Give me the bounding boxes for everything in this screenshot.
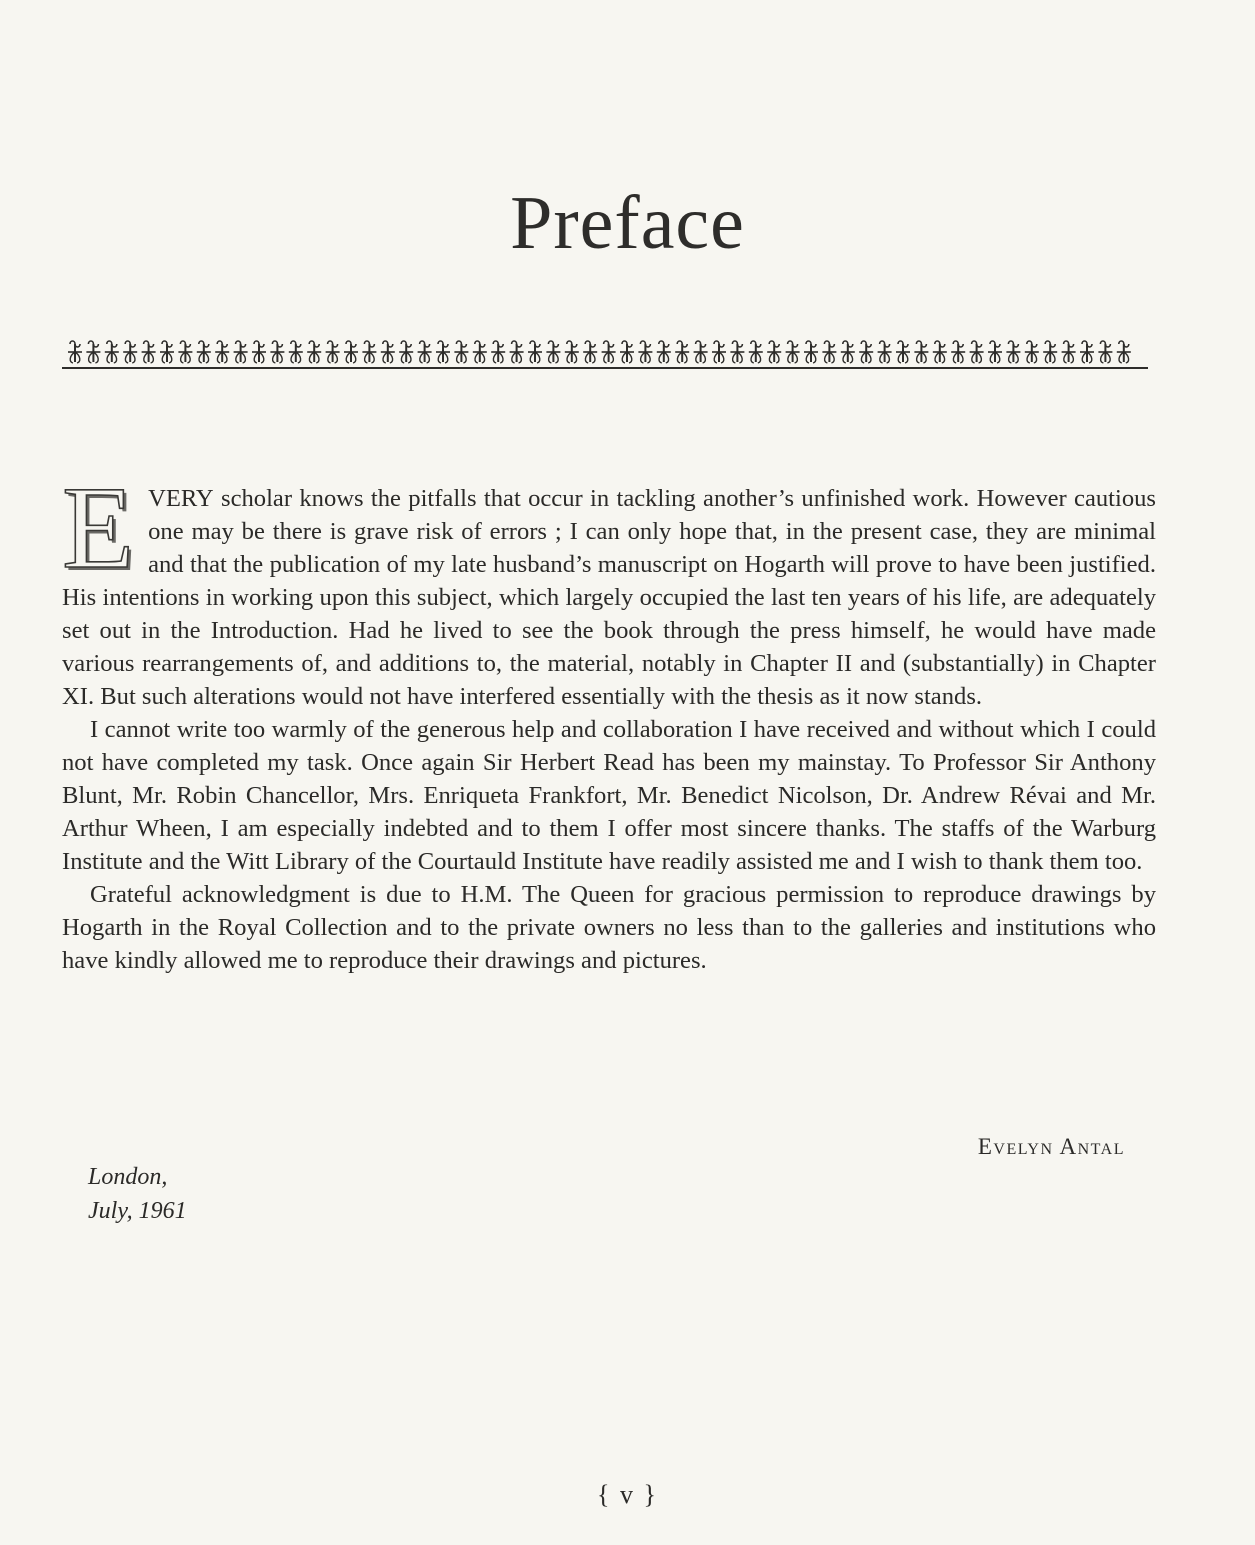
page-number: { v }	[597, 1480, 658, 1509]
drop-cap: E	[62, 462, 135, 593]
place: London,	[88, 1164, 168, 1190]
date: July, 1961	[88, 1198, 187, 1224]
preface-body	[62, 462, 1156, 977]
paragraph-2: I cannot write too warmly of the generous help and collaboration I have received and without which I could not have completed my task. Once again Sir Herbert Read has been my mainstay. To Professor Sir Anthony Blunt, Mr. Robin Chancellor, Mrs. Enriqueta Frankfort, Mr. Benedict Nicolson, Dr. Andrew Révai and Mr. Arthur Wheen, I am especially indebted and to them I offer most sincere thanks. The staffs of the Warburg Institute and the Witt Library of the Courtauld Institute have readily assisted me and I wish to thank them too.	[62, 716, 1156, 875]
page-title: Preface	[510, 181, 745, 265]
place-date	[88, 1160, 187, 1228]
author-signature: Evelyn Antal	[977, 1134, 1125, 1159]
opening-word: VERY	[148, 485, 214, 512]
ornamental-rule	[62, 326, 1148, 374]
paragraph-3: Grateful acknowledgment is due to H.M. The Queen for gracious permission to reproduce drawings by Hogarth in the Royal Collection and to the private owners no less than to the galleries and institutions who have kindly allowed me to reproduce their drawings and pictures.	[62, 881, 1156, 974]
paragraph-1	[62, 462, 1156, 713]
paragraph-1-text: scholar knows the pitfalls that occur in tackling another’s unfinished work. However cautious one may be there is grave risk of errors ; I can only hope that, in the present case, they are minimal and that the publication of my late husband’s manuscript on Hogarth will prove to have been justified. His intentions in working upon this subject, which largely occupied the last ten years of his life, are adequately set out in the Introduction. Had he lived to see the book through the press himself, he would have made various rearrangements of, and additions to, the material, notably in Chapter II and (substantially) in Chapter XI. But such alterations would not have interfered essentially with the thesis as it now stands.	[62, 485, 1156, 710]
